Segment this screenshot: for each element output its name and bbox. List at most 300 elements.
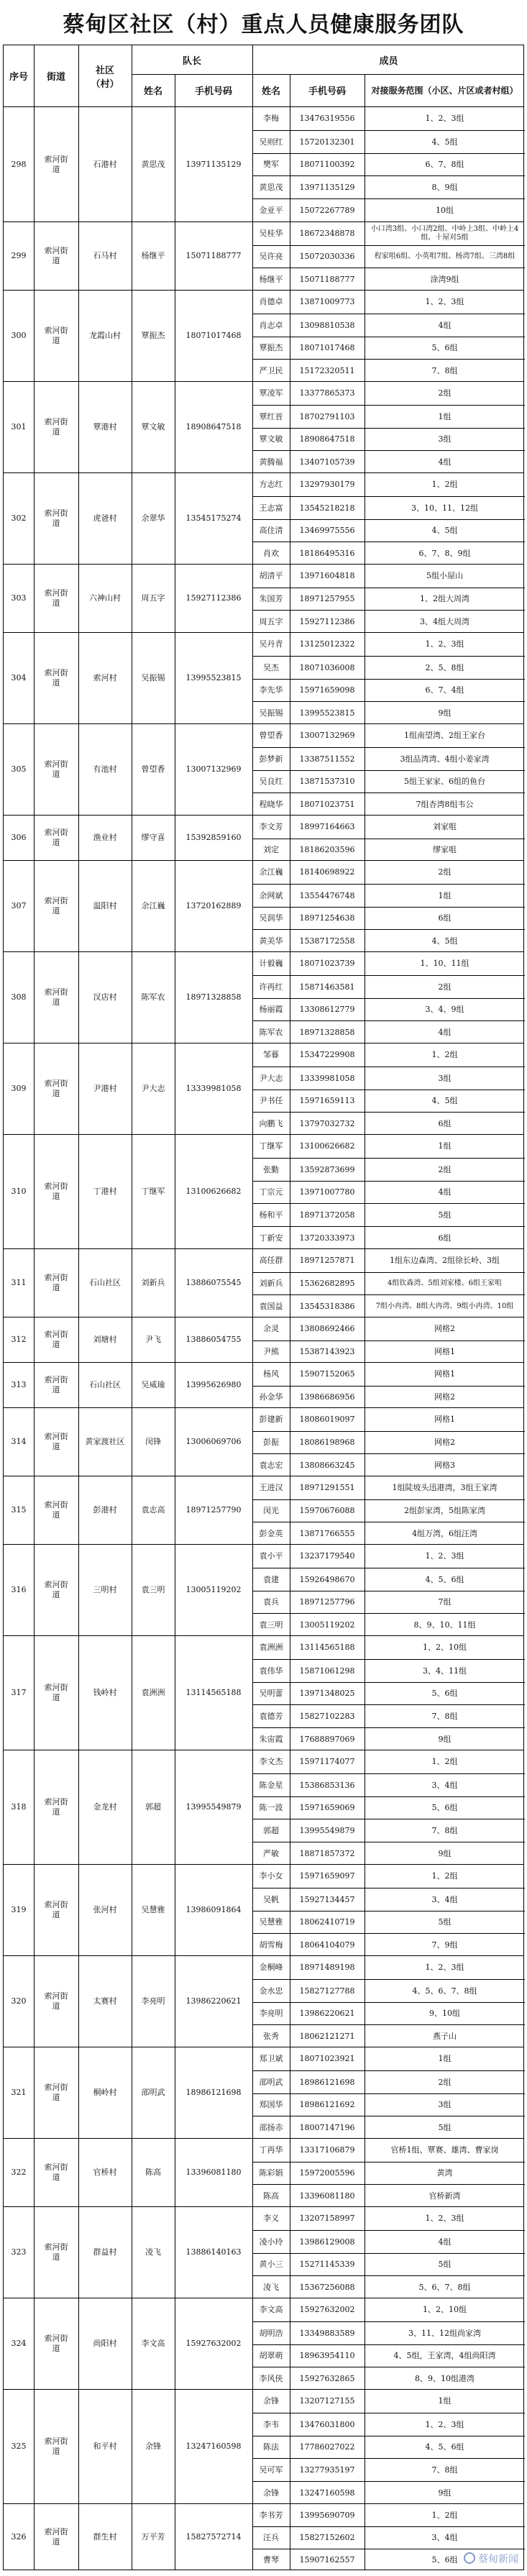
member-scope: 5组小屋山 [426,571,463,581]
member-scope: 1组 [438,2054,452,2064]
member-name: 吴润华 [259,913,283,923]
header-member-phone: 手机号码 [308,86,346,97]
member-row [252,1727,525,1750]
member-phone: 15827127788 [299,1986,355,1996]
member-scope: 3、4组大周湾 [420,617,469,627]
member-name: 胡明浩 [259,2328,283,2338]
member-name: 吴振锡 [259,708,283,718]
member-phone: 18007147196 [299,2123,355,2133]
team-seq: 302 [11,513,27,524]
member-name: 朱国芳 [259,594,283,604]
member-scope: 3、10、11、12组 [411,503,478,513]
member-name: 向鹏飞 [259,1119,283,1129]
member-name: 李书芳 [259,2510,283,2520]
team-row [4,1864,523,1955]
member-phone: 15367256088 [299,2283,355,2293]
member-name: 彭梦新 [259,754,283,764]
member-row [252,405,525,428]
member-phone: 18971257871 [299,1256,355,1266]
member-scope: 5组 [438,2260,452,2270]
member-scope: 1、2、10组 [423,1643,467,1653]
member-row [252,1363,525,1386]
member-scope: 4组 [438,1187,452,1197]
team-street: 索河街道 [44,246,68,265]
member-row [252,1568,525,1591]
member-scope: 1、2组 [431,2510,458,2520]
team-row [4,860,523,951]
member-row [252,998,525,1021]
team-community: 虎爸村 [93,513,117,524]
member-scope: 7、8组 [431,2465,458,2475]
member-name: 郑卫斌 [259,2054,283,2064]
member-name: 覃文敏 [259,434,283,444]
team-seq: 313 [11,1380,27,1390]
member-scope: 1、2组 [431,1871,458,1881]
member-phone: 13545318386 [299,1302,355,1312]
member-phone: 13971135129 [299,183,355,193]
member-scope: 6、7、8、9组 [418,549,471,559]
member-name: 杨风 [263,1369,279,1379]
member-row [252,2024,525,2047]
leader-phone: 13886075545 [185,1278,242,1288]
team-street: 索河街道 [44,896,68,915]
header-scope: 对接服务范围（小区、片区或者村组） [371,86,518,96]
member-name: 袁志宏 [259,1461,283,1471]
member-scope: 网格1 [434,1369,455,1379]
leader-phone: 13995549879 [185,1802,242,1812]
member-phone: 18062410719 [299,1917,355,1927]
leader-phone: 13007132969 [185,764,242,775]
leader-phone: 18071017468 [185,331,242,341]
member-scope: 9组 [438,708,452,718]
member-scope: 4组 [438,320,452,330]
member-name: 覃红晋 [259,411,283,421]
member-row [252,1386,525,1409]
member-scope: 4组 [438,1028,452,1038]
member-name: 陈高 [263,2191,279,2201]
member-scope: 网格2 [434,1324,455,1334]
team-row [4,1544,523,1635]
team-seq: 319 [11,1905,27,1915]
member-scope: 程家咀6组、小英咀7组、杨湾7组、三湾8组 [374,252,515,260]
leader-phone: 13986091864 [185,1905,242,1915]
leader-name: 余翠华 [141,513,165,524]
member-scope: 4组 [438,2237,452,2247]
team-street: 索河街道 [44,1580,68,1599]
member-scope: 8、9、10、11组 [413,1620,476,1630]
member-row [252,245,525,268]
member-scope: 10组 [436,205,454,215]
team-seq: 321 [11,2088,27,2098]
member-row [252,428,525,451]
team-seq: 305 [11,764,27,775]
member-name: 吴可军 [259,2465,283,2475]
member-row [252,907,525,930]
member-phone: 13100626682 [299,1141,355,1151]
member-row [252,679,525,702]
member-name: 丁宗元 [259,1187,283,1197]
member-name: 刘新兵 [259,1279,283,1289]
member-name: 陈金星 [259,1780,283,1790]
team-community: 群生村 [93,2532,117,2542]
team-seq: 304 [11,673,27,683]
member-name: 郑国华 [259,2100,283,2110]
team-row [4,2047,523,2138]
member-name: 李梅 [263,114,279,124]
member-row [252,2413,525,2436]
member-name: 闵光 [263,1506,279,1516]
member-phone: 13995690709 [299,2510,355,2520]
member-phone: 15172320511 [299,366,355,376]
member-scope: 3组 [438,434,452,444]
member-row [252,1476,525,1499]
member-row [252,975,525,998]
member-row [252,2070,525,2093]
team-seq: 325 [11,2442,27,2452]
member-phone: 15971174077 [299,1757,355,1767]
team-row [4,951,523,1043]
member-name: 肖德卓 [259,297,283,307]
member-scope: 4、5组 [431,526,458,536]
member-scope: 5、6组 [431,1689,458,1699]
member-phone: 15970676088 [299,1506,355,1516]
header-leader-phone: 手机号码 [194,86,232,97]
member-scope: 1组南望湾、2组王家台 [404,731,485,741]
team-street: 索河街道 [44,2083,68,2102]
member-row [252,1682,525,1705]
team-seq: 301 [11,422,27,432]
member-name: 李风侠 [259,2374,283,2384]
member-row [252,724,525,747]
member-row [252,198,525,221]
leader-phone: 13720162889 [185,901,242,911]
member-scope: 1、2、3组 [425,1963,464,1973]
member-scope: 1、2、3组 [425,114,464,124]
member-scope: 3组 [438,2100,452,2110]
member-name: 高任群 [259,1256,283,1266]
team-row [4,564,523,632]
member-scope: 3、4组 [431,1780,458,1790]
member-name: 程晓华 [259,800,283,810]
header-street: 街道 [46,72,65,83]
member-name: 方志红 [259,480,283,490]
member-name: 覃凌军 [259,388,283,398]
member-scope: 6组 [438,913,452,923]
member-phone: 18186495316 [299,549,355,559]
member-row [252,1591,525,1614]
member-row [252,2253,525,2276]
member-phone: 18971257955 [299,594,355,604]
member-phone: 17786027022 [299,2442,355,2452]
member-row [252,1226,525,1249]
member-scope: 1、2、3组 [425,2214,464,2224]
member-phone: 18064104079 [299,1940,355,1950]
member-scope: 1、2组大周湾 [420,594,469,604]
member-phone: 13995549879 [299,1826,355,1836]
member-name: 彭金英 [259,1529,283,1539]
member-scope: 网格1 [434,1415,455,1425]
member-phone: 13592873699 [299,1164,355,1174]
member-scope: 2组 [438,1164,452,1174]
team-street: 索河街道 [44,759,68,779]
member-phone: 15387143923 [299,1347,355,1357]
member-row [252,1249,525,1272]
member-scope: 5、6组 [431,2555,458,2565]
leader-name: 吴慧雅 [141,1905,165,1915]
member-phone: 18986121692 [299,2100,355,2110]
member-scope: 1组 [438,2396,452,2406]
member-row [252,1043,525,1067]
leader-phone: 13986220621 [185,1996,242,2006]
watermark-text: 蔡甸新闻 [478,2554,518,2565]
member-name: 严卫民 [259,366,283,376]
team-community: 尹港村 [93,1084,117,1094]
member-scope: 网格2 [434,1392,455,1402]
member-row [252,701,525,724]
leader-name: 尹大志 [141,1084,165,1094]
team-seq: 306 [11,833,27,843]
member-name: 张秀 [263,2032,279,2042]
member-row [252,1888,525,1911]
team-seq: 299 [11,251,27,261]
member-scope: 2组 [438,2077,452,2087]
member-scope: 3组 [438,1073,452,1083]
member-scope: 4组钦森湾、5组刘家楼、6组王家咀 [387,1279,503,1287]
member-phone: 13237179540 [299,1551,355,1561]
member-phone: 15907152065 [299,1369,355,1379]
team-community: 张河村 [93,1905,117,1915]
team-community: 尚阳村 [93,2339,117,2349]
member-phone: 18086198968 [299,1438,355,1448]
member-phone: 13808663245 [299,1461,355,1471]
team-seq: 318 [11,1802,27,1812]
leader-name: 覃文敏 [141,422,165,432]
member-phone: 15347229908 [299,1050,355,1060]
member-row [252,610,525,633]
member-row [252,107,525,130]
member-phone: 13545218218 [299,503,355,513]
leader-name: 刘新兵 [141,1278,165,1288]
leader-phone: 15927112386 [185,593,242,603]
member-scope: 1、2、3组 [425,2419,464,2429]
member-row [252,1704,525,1727]
member-scope: 刘家咀 [433,822,457,832]
member-name: 孙金华 [259,1392,283,1402]
leader-phone: 18971328858 [185,992,242,1002]
team-street: 索河街道 [44,1991,68,2011]
member-row [252,1020,525,1043]
member-scope: 8、9组 [431,183,458,193]
leader-phone: 13006069706 [185,1437,242,1447]
leader-phone: 13995626980 [185,1380,242,1390]
team-seq: 322 [11,2168,27,2178]
member-row [252,2207,525,2230]
table-header [4,45,523,107]
roster-table [3,45,524,2570]
member-scope: 1组 [438,1141,452,1151]
member-name: 胡清平 [259,571,283,581]
member-scope: 1、2组 [431,1050,458,1060]
member-scope: 4、5组 [431,137,458,147]
member-row [252,1842,525,1865]
member-phone: 15827102283 [299,1712,355,1722]
member-phone: 13317106879 [299,2145,355,2155]
team-row [4,632,523,723]
member-phone: 13207127155 [299,2396,355,2406]
team-seq: 312 [11,1335,27,1345]
member-row [252,929,525,952]
team-community: 石马村 [93,251,117,261]
member-phone: 17688897069 [299,1734,355,1744]
member-name: 袁兵 [263,1597,279,1607]
member-phone: 13007132969 [299,731,355,741]
member-phone: 18997164663 [299,822,355,832]
member-name: 余网斌 [259,890,283,900]
team-street: 索河街道 [44,1500,68,1520]
team-seq: 303 [11,593,27,603]
team-seq: 310 [11,1187,27,1197]
member-scope: 8、9、10组港湾 [415,2374,475,2384]
member-scope: 4、5、6组 [425,2442,464,2452]
leader-name: 闵锋 [145,1437,161,1447]
member-scope: 5组 [438,1917,452,1927]
member-name: 汪兵 [263,2533,279,2543]
leader-name: 尹飞 [145,1335,161,1345]
member-row [252,588,525,611]
page-title: 蔡甸区社区（村）重点人员健康服务团队 [63,12,464,37]
member-phone: 15927632002 [299,2305,355,2315]
member-row [252,337,525,360]
member-row [252,496,525,519]
member-row [252,816,525,839]
member-row [252,2458,525,2481]
member-name: 吴丹青 [259,639,283,649]
member-name: 尹书任 [259,1096,283,1106]
team-street: 索河街道 [44,668,68,688]
member-name: 樊军 [263,160,279,170]
member-name: 李义 [263,2214,279,2224]
member-scope: 7、8组 [431,366,458,376]
member-row [252,1522,525,1545]
member-row [252,1545,525,1568]
member-row [252,291,525,314]
member-scope: 2组 [438,388,452,398]
team-community: 三明村 [93,1585,117,1595]
member-name: 李文芳 [259,822,283,832]
member-phone: 13986686956 [299,1392,355,1402]
leader-phone: 18986121698 [185,2088,242,2098]
member-scope: 5组 [438,1210,452,1220]
team-row [4,1635,523,1750]
member-scope: 7、8组 [431,1826,458,1836]
team-row [4,2503,523,2570]
member-scope: 网格1 [434,1347,455,1357]
member-phone: 15971659097 [299,1871,355,1881]
member-name: 朱宙霞 [259,1734,283,1744]
team-community: 石山社区 [89,1380,121,1390]
member-name: 吴桂华 [259,229,283,239]
team-street: 索河街道 [44,1900,68,1919]
member-name: 覃振杰 [259,343,283,353]
member-row [252,1613,525,1636]
member-row [252,153,525,176]
member-row [252,1499,525,1522]
leader-name: 陈高 [145,2168,161,2178]
team-community: 群益村 [93,2247,117,2257]
leader-name: 余江巍 [141,901,165,911]
member-row [252,1636,525,1659]
member-name: 凌小玲 [259,2237,283,2247]
member-phone: 13098810538 [299,320,355,330]
member-scope: 4、5组 [431,1096,458,1106]
member-name: 胡雪梅 [259,1940,283,1950]
member-row [252,884,525,907]
member-name: 杨和平 [259,1210,283,1220]
team-row [4,2138,523,2206]
leader-phone: 15827572714 [185,2532,242,2542]
member-scope: 6组 [438,1233,452,1243]
member-phone: 15927632865 [299,2374,355,2384]
leader-name: 周五字 [141,593,165,603]
team-street: 索河街道 [44,828,68,847]
leader-name: 余锋 [145,2442,161,2452]
member-name: 袁三明 [259,1620,283,1630]
member-row [252,1272,525,1295]
member-name: 吴帆 [263,1894,279,1904]
member-scope: 2、5、8组 [425,662,464,672]
member-scope: 9组 [438,1734,452,1744]
member-row [252,2367,525,2390]
member-name: 袁建 [263,1574,279,1584]
member-scope: 3、4组 [431,2533,458,2543]
member-phone: 15926498670 [299,1574,355,1584]
member-phone: 13308612779 [299,1005,355,1015]
member-scope: 5、6、7、8组 [418,2283,471,2293]
member-row [252,1203,525,1226]
member-row [252,382,525,405]
member-scope: 3、4组 [431,1894,458,1904]
member-name: 吴良红 [259,777,283,787]
member-phone: 18071100392 [299,160,355,170]
member-row [252,1181,525,1204]
member-row [252,268,525,291]
team-seq: 320 [11,1996,27,2006]
member-name: 李韦 [263,2419,279,2429]
member-name: 金桐峰 [259,1963,283,1973]
team-street: 索河街道 [44,417,68,437]
member-scope: 1、2组 [431,1757,458,1767]
member-phone: 15971659098 [299,685,355,695]
member-phone: 15827152602 [299,2533,355,2543]
member-scope: 2组彭家湾，5组陈家湾 [404,1506,485,1516]
member-row [252,2093,525,2116]
member-scope: 1、2、3组 [425,639,464,649]
header-leader: 队长 [182,55,201,67]
leader-phone: 13971135129 [185,159,242,169]
member-name: 余灵 [263,1324,279,1334]
team-row [4,472,523,564]
member-phone: 18672348878 [299,229,355,239]
member-scope: 7组 [438,1597,452,1607]
leader-name: 袁三明 [141,1585,165,1595]
member-scope: 2组 [438,867,452,877]
member-row [252,793,525,816]
member-scope: 1、2、10组 [423,2305,467,2315]
member-name: 丁再华 [259,2145,283,2155]
member-row [252,1956,525,1979]
team-seq: 326 [11,2532,27,2542]
member-row [252,2504,525,2526]
